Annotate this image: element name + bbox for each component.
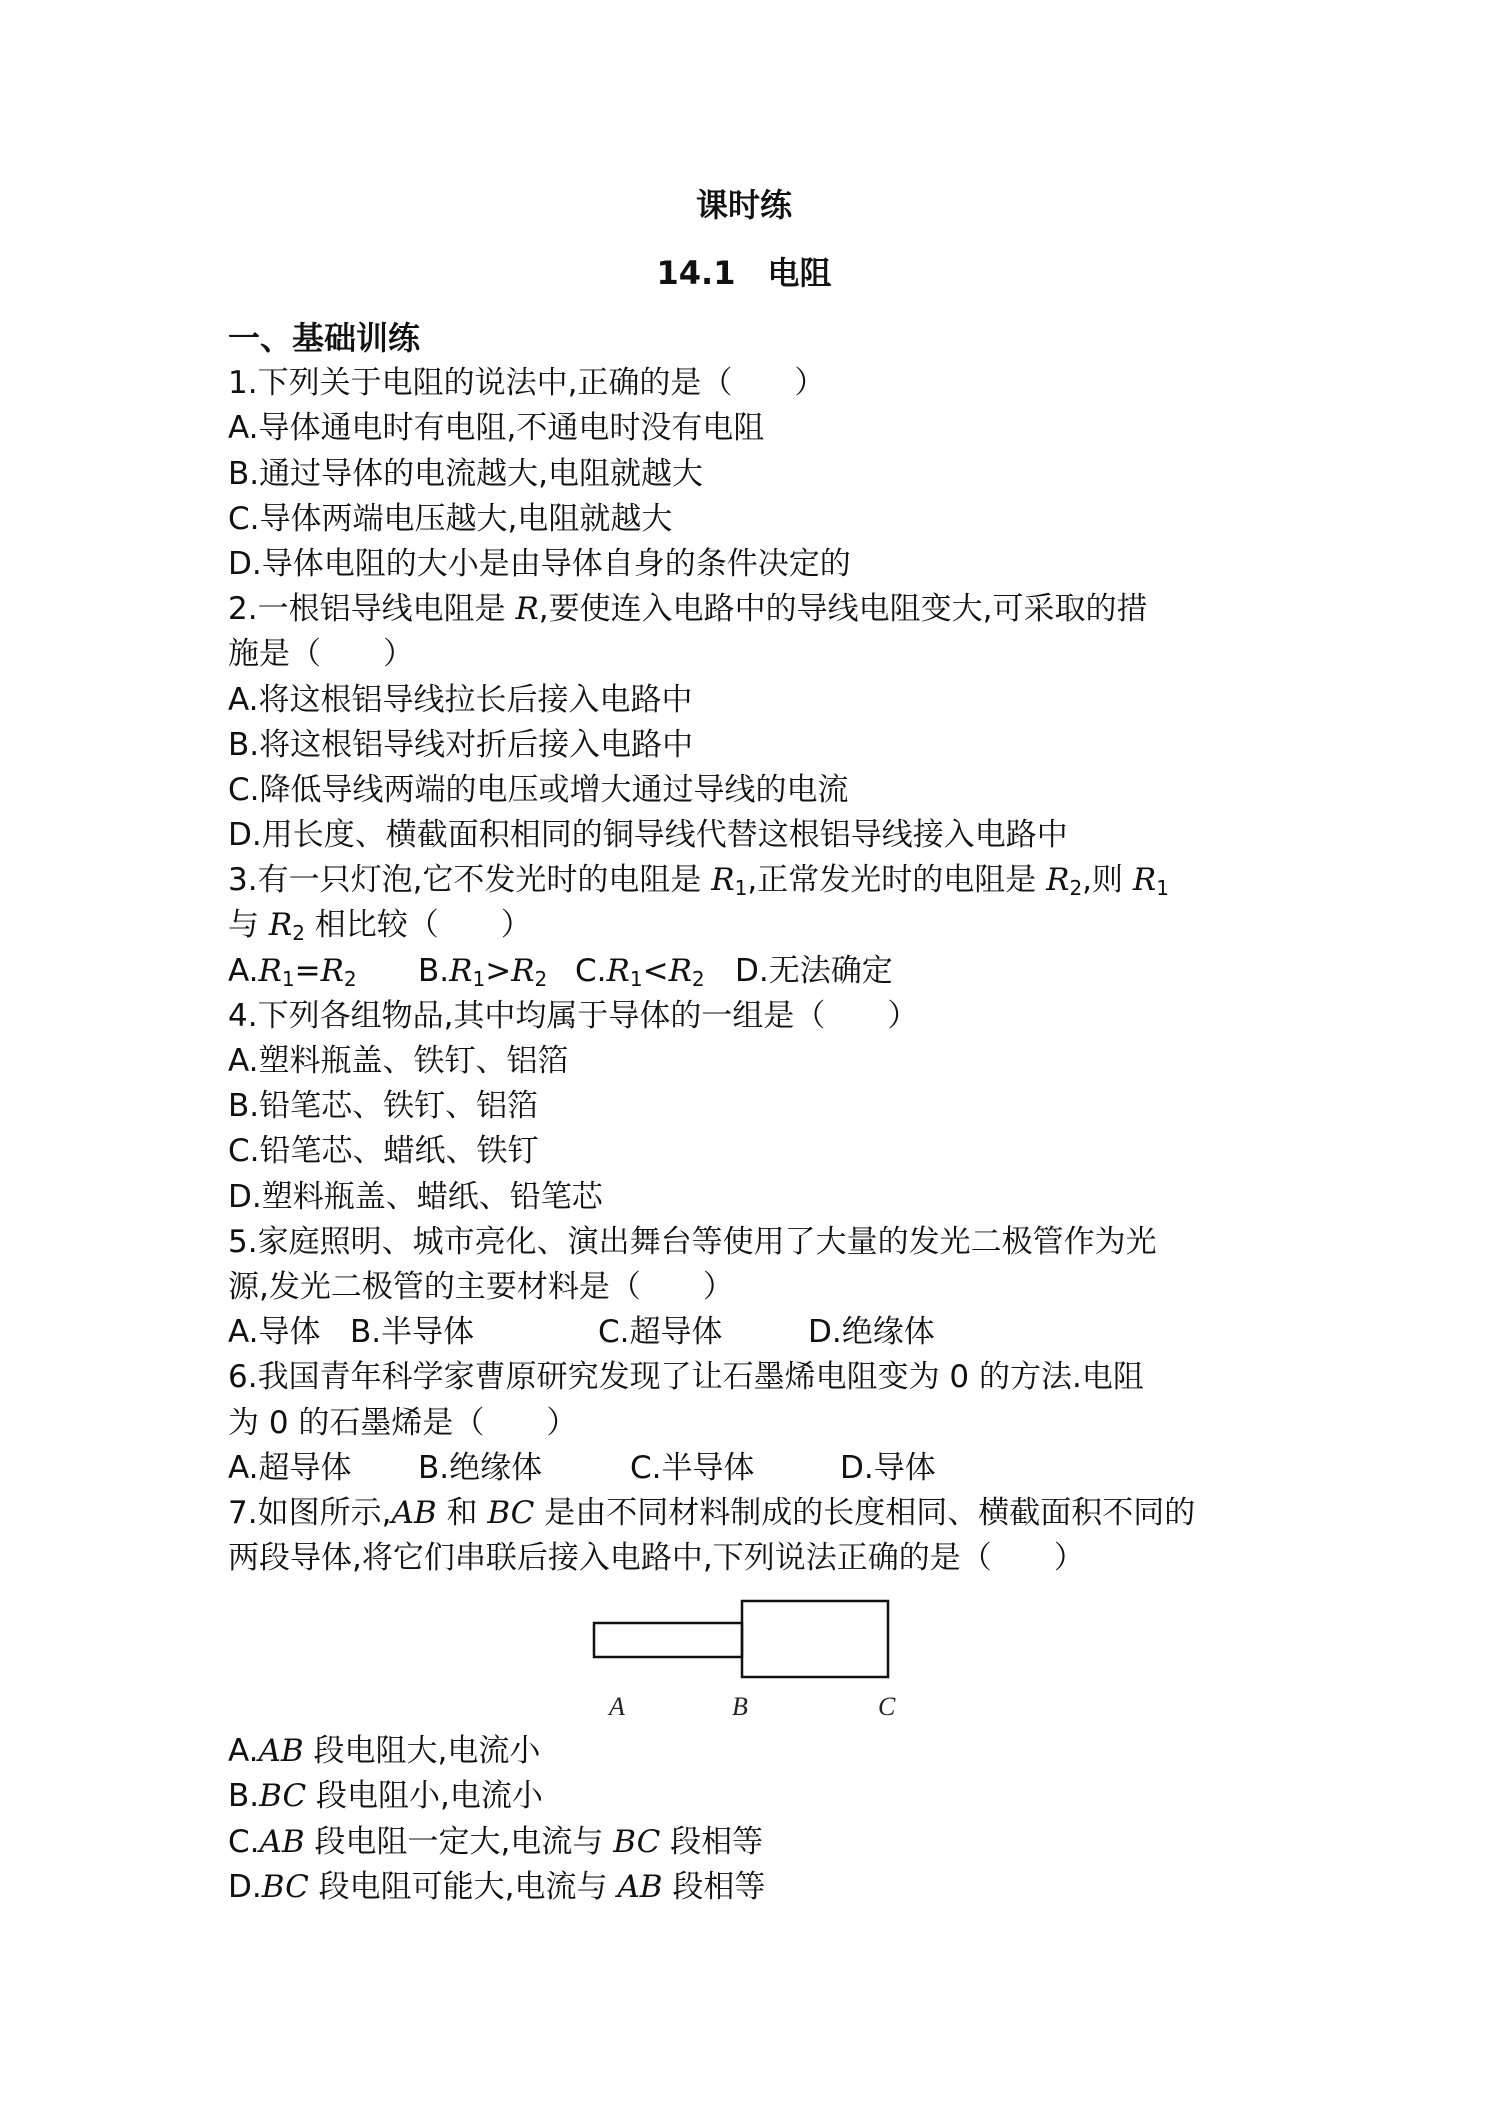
q7-symbol-bc: BC — [613, 1823, 661, 1860]
q3-symbol: R — [511, 952, 535, 989]
figure-label-b: B — [732, 1692, 748, 1722]
q6-options — [228, 1446, 1288, 1491]
q3-subscript: 1 — [472, 966, 486, 991]
q1-option-b: B.通过导体的电流越大,电阻就越大 — [228, 455, 703, 492]
q7-symbol-ab: AB — [259, 1823, 305, 1860]
q6-stem: 6.我国青年科学家曹原研究发现了让石墨烯电阻变为 0 的方法.电阻 — [228, 1359, 1144, 1396]
q3-stem-text-3: ,则 — [1082, 862, 1124, 899]
q3-stem-text-2: ,正常发光时的电阻是 — [747, 862, 1037, 899]
figure-label-a: A — [609, 1692, 625, 1722]
q5-stem: 5.家庭照明、城市亮化、演出舞台等使用了大量的发光二极管作为光 — [228, 1223, 1157, 1260]
q3-subscript: 1 — [281, 966, 295, 991]
q7-option-a-text: 段电阻大,电流小 — [303, 1733, 541, 1770]
option-prefix: A. — [228, 1733, 259, 1770]
q3-symbol: R — [268, 907, 293, 944]
q5-options — [228, 1310, 1288, 1355]
q2-symbol-r: R — [515, 591, 539, 628]
q7-symbol-ab: AB — [617, 1868, 663, 1905]
q7-stem-text: 7.如图所示, — [228, 1494, 392, 1531]
option-prefix: C. — [228, 1823, 260, 1860]
q7-option-d — [228, 1865, 1288, 1910]
option-prefix: B. — [418, 952, 450, 989]
q2-stem-text: 2.一根铝导线电阻是 — [228, 591, 506, 628]
q4-stem: 4.下列各组物品,其中均属于导体的一组是（ ） — [228, 997, 919, 1034]
q3-option-c — [575, 949, 735, 994]
q3-subscript: 1 — [1156, 876, 1169, 901]
q7-stem-line2: 两段导体,将它们串联后接入电路中,下列说法正确的是（ ） — [228, 1540, 1085, 1577]
q3-stem-text-4: 与 — [228, 907, 259, 944]
q1-option-a: A.导体通电时有电阻,不通电时没有电阻 — [228, 410, 765, 447]
q4-option-b: B.铅笔芯、铁钉、铝箔 — [228, 1088, 539, 1125]
q6-option-c: C.半导体 — [630, 1449, 755, 1486]
q3-symbol: R — [606, 952, 630, 989]
q3-symbol: R — [320, 952, 344, 989]
q5-option-a: A.导体 — [228, 1314, 321, 1351]
q7-symbol-bc: BC — [259, 1778, 307, 1815]
q3-option-d: D.无法确定 — [735, 952, 893, 989]
conductor-figure — [228, 1581, 1288, 1729]
q5-option-b: B.半导体 — [350, 1314, 475, 1351]
q5-option-d: D.绝缘体 — [808, 1314, 935, 1351]
question-list — [228, 316, 1288, 1910]
q3-subscript: 2 — [343, 966, 357, 991]
q7-stem-text-2: 是由不同材料制成的长度相同、横截面积不同的 — [534, 1494, 1196, 1531]
q2-option-c: C.降低导线两端的电压或增大通过导线的电流 — [228, 771, 849, 808]
q5-stem-line2: 源,发光二极管的主要材料是（ ） — [228, 1268, 734, 1305]
q3-subscript: 1 — [734, 876, 748, 901]
q3-symbol: R — [449, 952, 473, 989]
q3-symbol: R — [668, 952, 692, 989]
q7-stem-and: 和 — [436, 1494, 488, 1531]
lesson-title: 14.1 电阻 — [656, 254, 832, 292]
q7-symbol-bc: BC — [487, 1494, 535, 1531]
option-prefix: D. — [228, 1868, 262, 1905]
q1-option-d: D.导体电阻的大小是由导体自身的条件决定的 — [228, 545, 851, 582]
q6-stem-line2: 为 0 的石墨烯是（ ） — [228, 1404, 578, 1441]
q3-operator: > — [485, 952, 512, 989]
q2-stem-line2: 施是（ ） — [228, 636, 414, 673]
q2-stem-text-2: ,要使连入电路中的导线电阻变大,可采取的措 — [538, 591, 1148, 628]
q2-option-b: B.将这根铝导线对折后接入电路中 — [228, 726, 694, 763]
q4-option-d: D.塑料瓶盖、蜡纸、铅笔芯 — [228, 1178, 603, 1215]
q3-option-b — [418, 949, 575, 994]
q3-operator: = — [294, 952, 321, 989]
q7-option-b-text: 段电阻小,电流小 — [306, 1778, 543, 1815]
q7-option-c-text-2: 段相等 — [660, 1823, 764, 1860]
q7-stem — [228, 1491, 1288, 1536]
option-prefix: C. — [575, 952, 607, 989]
q2-option-a: A.将这根铝导线拉长后接入电路中 — [228, 681, 693, 718]
conductor-diagram — [588, 1585, 908, 1725]
q7-option-c-text: 段电阻一定大,电流与 — [304, 1823, 614, 1860]
conductor-ab-segment — [594, 1623, 742, 1657]
q3-stem-text-5: 相比较（ ） — [314, 907, 532, 944]
q6-option-a: A.超导体 — [228, 1449, 352, 1486]
q7-option-d-text-2: 段相等 — [662, 1868, 766, 1905]
q3-subscript: 2 — [292, 921, 305, 946]
q6-option-b: B.绝缘体 — [418, 1449, 543, 1486]
q3-symbol: R — [711, 862, 735, 899]
q4-option-a: A.塑料瓶盖、铁钉、铝箔 — [228, 1043, 569, 1079]
conductor-bc-segment — [742, 1601, 888, 1677]
q3-symbol: R — [258, 952, 282, 989]
q3-subscript: 1 — [629, 966, 643, 991]
q3-operator: < — [642, 952, 669, 989]
q7-option-a — [228, 1729, 1288, 1774]
q6-option-d: D.导体 — [840, 1449, 936, 1486]
q7-option-b — [228, 1774, 1288, 1819]
q2-option-d: D.用长度、横截面积相同的铜导线代替这根铝导线接入电路中 — [228, 817, 1068, 854]
figure-label-c: C — [878, 1692, 896, 1722]
q1-option-c: C.导体两端电压越大,电阻就越大 — [228, 500, 673, 537]
q7-symbol-ab: AB — [391, 1494, 437, 1531]
q2-stem — [228, 587, 1288, 632]
q3-subscript: 2 — [691, 966, 705, 991]
q3-symbol: R — [1132, 862, 1157, 899]
q7-symbol-ab: AB — [258, 1733, 304, 1770]
q3-option-a — [228, 949, 418, 994]
q3-stem — [228, 858, 1288, 903]
q5-option-c: C.超导体 — [598, 1314, 723, 1351]
q3-options — [228, 949, 1288, 994]
q7-option-d-text: 段电阻可能大,电流与 — [308, 1868, 618, 1905]
option-prefix: B. — [228, 1778, 260, 1815]
q3-subscript: 2 — [534, 966, 548, 991]
q3-subscript: 2 — [1069, 876, 1083, 901]
q3-symbol: R — [1046, 862, 1070, 899]
q3-stem-line2 — [228, 903, 1288, 948]
q3-stem-text: 3.有一只灯泡,它不发光时的电阻是 — [228, 862, 702, 899]
q7-symbol-bc: BC — [261, 1868, 309, 1905]
option-prefix: A. — [228, 952, 259, 989]
q4-option-c: C.铅笔芯、蜡纸、铁钉 — [228, 1133, 539, 1170]
section-heading: 一、基础训练 — [228, 319, 421, 357]
q1-stem: 1.下列关于电阻的说法中,正确的是（ ） — [228, 365, 826, 402]
page-title: 课时练 — [695, 186, 792, 224]
q7-option-c — [228, 1820, 1288, 1865]
